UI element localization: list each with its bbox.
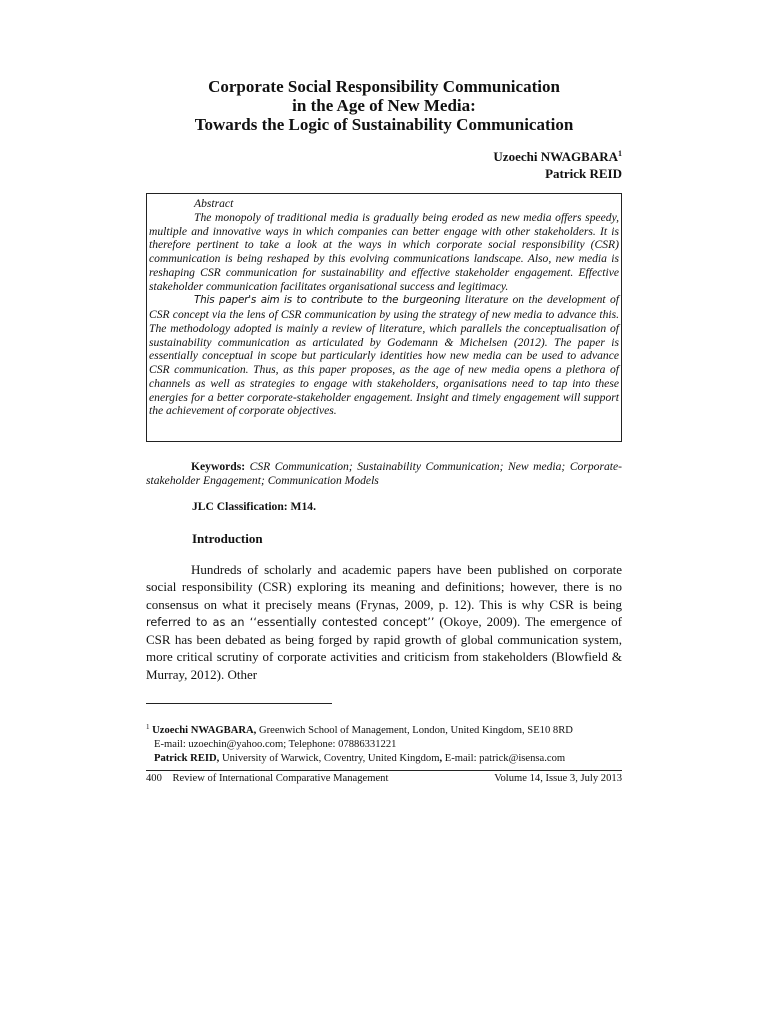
author-1: [493, 148, 622, 165]
page-number: 400: [146, 773, 162, 784]
abstract-label: Abstract: [194, 197, 234, 210]
author-1-footnote-mark: 1: [618, 149, 622, 158]
title-line-1: Corporate Social Responsibility Communication: [208, 77, 560, 96]
abstract-paragraph-2-rest: literature on the development of CSR concept via the lens of CSR communication by using the strategy of new media to advance this. The methodology adopted is mainly a review of literature, which parallels the conceptualisation of sustainability communication as articulated by Godemann & Michelsen (2012). The paper is essentially conceptual in scope but particularly identities how new media can be used to advance CSR communication. Thus, as this paper proposes, as the age of new media opens a plethora of channels as well as strategies to engage with stakeholders, organisations need to tap into these energies for a better corporate-stakeholder engagement. Insight and timely engagement will support the achievement of corporate objectives.: [149, 293, 619, 418]
title-line-2: in the Age of New Media:: [292, 96, 476, 115]
footnote-author-1-affiliation: Greenwich School of Management, London, United Kingdom, SE10 8RD: [256, 725, 573, 736]
footnote-author-1-name: Uzoechi NWAGBARA,: [152, 725, 257, 736]
introduction-heading: Introduction: [192, 531, 263, 546]
abstract-paragraph-1: The monopoly of traditional media is gradually being eroded as new media offers speedy, multiple and innovative ways in which companies can better engage with other stakeholders. It is therefore pertinent to take a look at the ways in which corporate social responsibility (CSR) communication is being reshaped by this evolving communications landscape. Also, new media is reshaping CSR communication for sustainability and effective stakeholder engagement. Effective stakeholder communication facilitates organisational success and legitimacy.: [149, 210, 619, 293]
footnote-line-3: [146, 752, 622, 766]
footer-divider: [146, 770, 622, 771]
footnote: [146, 724, 622, 766]
issue-info: Volume 14, Issue 3, July 2013: [494, 773, 622, 784]
keywords-text: CSR Communication; Sustainability Communication; New media; Corporate-stakeholder Engagement; Communication Models: [146, 460, 622, 487]
abstract-paragraph-2-lead: This paper's aim is to contribute to the burgeoning: [194, 294, 461, 307]
journal-name: Review of International Comparative Management: [172, 773, 389, 784]
introduction-paragraph: [146, 561, 622, 683]
footnote-author-1-contact: E-mail: uzoechin@yahoo.com; Telephone: 07886331221: [154, 739, 397, 750]
keywords-label: Keywords:: [191, 460, 246, 473]
footnote-line-1: [146, 724, 622, 738]
jlc-classification: JLC Classification: M14.: [192, 500, 316, 513]
footnote-author-2-separator: ,: [439, 753, 443, 764]
keywords-block: [146, 460, 622, 488]
abstract-box: [146, 193, 622, 442]
intro-text-quote: referred to as an ‘‘essentially contested concept’’: [146, 615, 435, 629]
footnote-author-2-affiliation: University of Warwick, Coventry, United Kingdom: [219, 753, 440, 764]
footnote-mark: 1: [146, 723, 150, 731]
footer-left: [146, 772, 388, 786]
footnote-divider: [146, 703, 332, 704]
author-list: [493, 148, 622, 182]
footnote-author-2-name: Patrick REID,: [154, 753, 220, 764]
paper-title: [0, 77, 768, 134]
abstract-paragraph-2: [149, 293, 619, 418]
intro-text-a: Hundreds of scholarly and academic papers have been published on corporate social responsibility (CSR) exploring its meaning and definitions; however, there is no consensus on what it precisely means (Frynas, 2009, p. 12). This is why CSR is being: [146, 562, 622, 612]
intro-text-b: (Okoye, 2009). The emergence of CSR has been debated as being forged by rapid growth of global communication system, more critical scrutiny of corporate activities and criticism from stakeholders (Blowfield & Murray, 2012). Other: [146, 613, 622, 682]
introduction-body: [146, 561, 622, 683]
title-line-3: Towards the Logic of Sustainability Communication: [194, 115, 574, 134]
author-2: Patrick REID: [545, 166, 622, 181]
footnote-author-2-email: E-mail: patrick@isensa.com: [442, 753, 566, 764]
author-1-name: Uzoechi NWAGBARA: [493, 149, 618, 164]
